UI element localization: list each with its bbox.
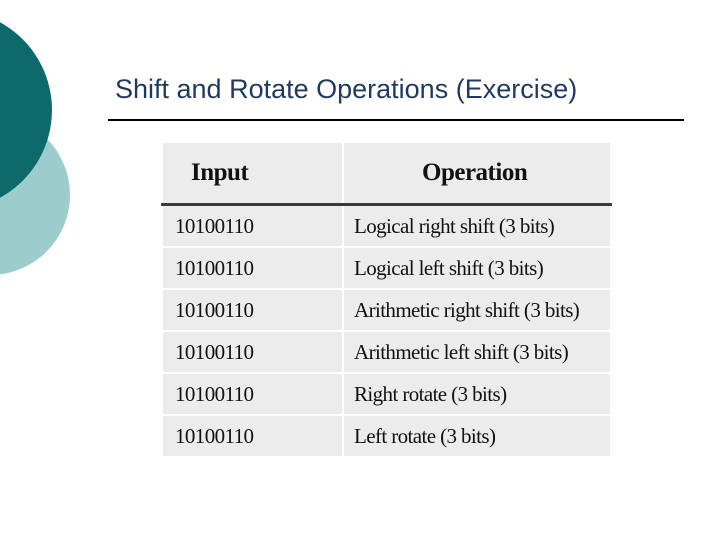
decorative-circles [0,0,80,300]
slide-title: Shift and Rotate Operations (Exercise) [115,74,578,104]
operation-cell: Left rotate (3 bits) [343,415,611,457]
operations-table [161,141,612,458]
table-row [162,415,611,457]
operation-cell: Logical left shift (3 bits) [343,247,611,289]
operation-cell: Arithmetic right shift (3 bits) [343,289,611,331]
operation-cell: Right rotate (3 bits) [343,373,611,415]
operation-cell: Logical right shift (3 bits) [343,205,611,248]
table-header-row [162,142,611,205]
table-row [162,205,611,248]
table-row [162,289,611,331]
input-cell: 10100110 [162,247,343,289]
column-header-input: Input [162,142,343,205]
table-row [162,373,611,415]
table-row [162,331,611,373]
input-cell: 10100110 [162,289,343,331]
input-cell: 10100110 [162,415,343,457]
input-cell: 10100110 [162,331,343,373]
input-cell: 10100110 [162,205,343,248]
column-header-operation: Operation [343,142,611,205]
operation-cell: Arithmetic left shift (3 bits) [343,331,611,373]
table-row [162,247,611,289]
title-underline [108,119,684,121]
input-cell: 10100110 [162,373,343,415]
